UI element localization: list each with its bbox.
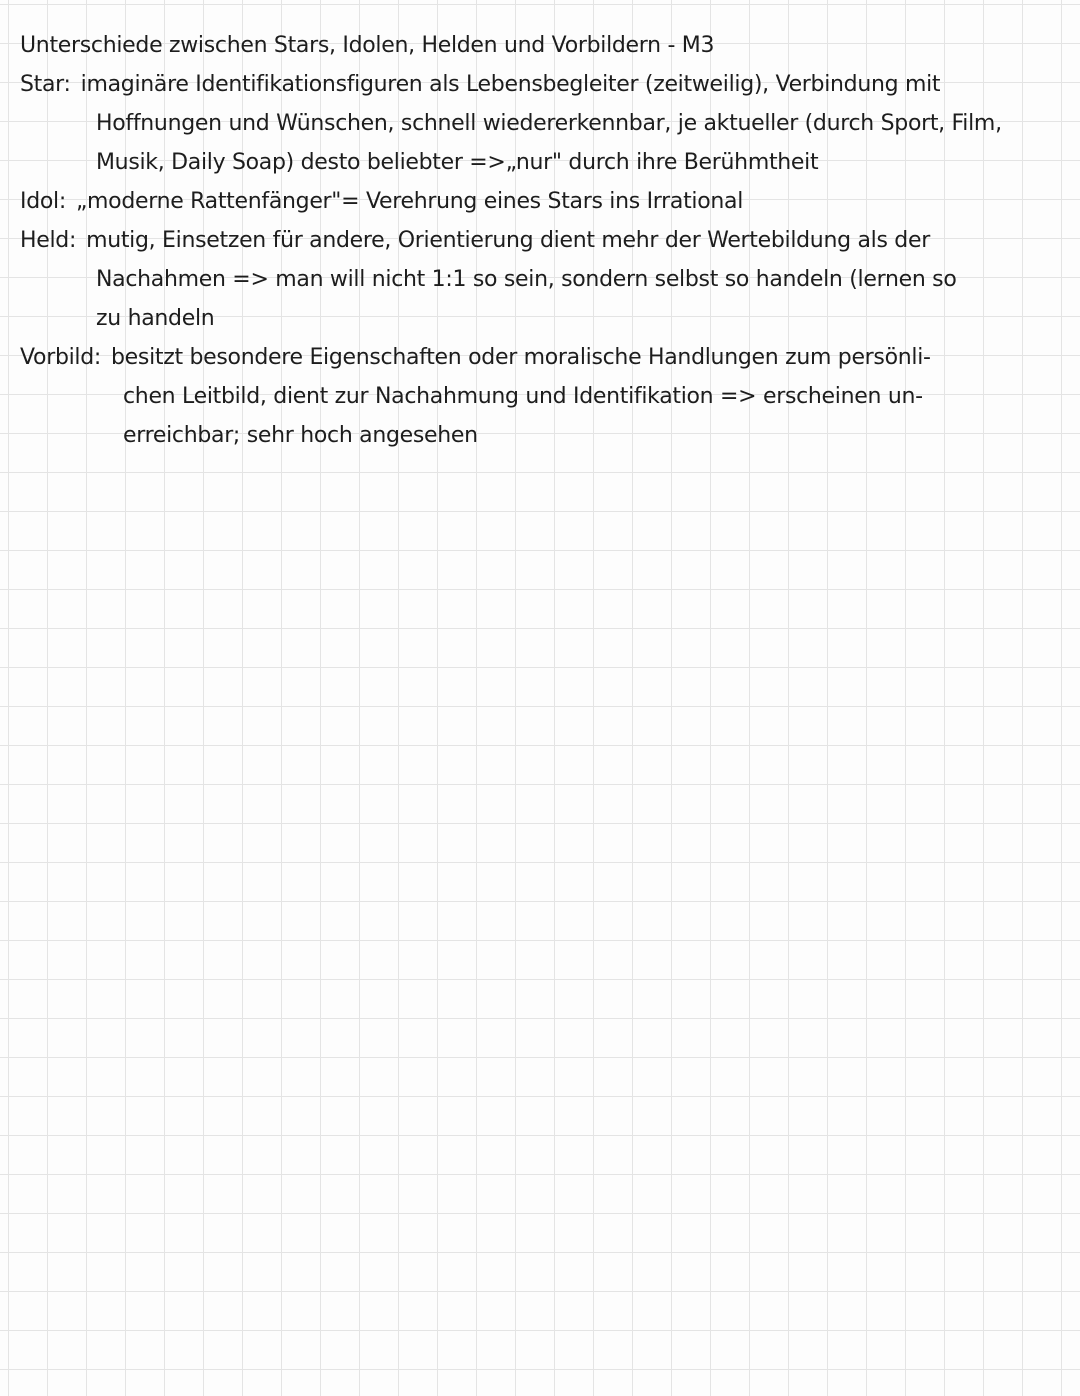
entry-vorbild-line-2: chen Leitbild, dient zur Nachahmung und Identifikation => erscheinen un- — [123, 384, 923, 409]
term-idol: Idol: — [20, 189, 66, 214]
entry-held-text-1: mutig, Einsetzen für andere, Orientierung dient mehr der Wertebildung als der — [86, 228, 930, 253]
entry-vorbild-line-1 — [20, 340, 931, 376]
entry-star-line-3: Musik, Daily Soap) desto beliebter =>„nur" durch ihre Berühmtheit — [96, 150, 819, 175]
entry-held-line-3: zu handeln — [96, 306, 215, 331]
entry-star-line-1 — [20, 67, 940, 103]
term-held: Held: — [20, 228, 77, 253]
term-star: Star: — [20, 72, 71, 97]
entry-star-line-2: Hoffnungen und Wünschen, schnell wiedererkennbar, je aktueller (durch Sport, Film, — [96, 111, 1002, 136]
entry-held-line-1 — [20, 223, 930, 259]
entry-vorbild-text-1: besitzt besondere Eigenschaften oder moralische Handlungen zum persönli- — [111, 345, 931, 370]
entry-idol-text-1: „moderne Rattenfänger"= Verehrung eines Stars ins Irrational — [75, 189, 744, 214]
notes-title: Unterschiede zwischen Stars, Idolen, Helden und Vorbildern - M3 — [20, 33, 715, 58]
entry-held-line-2: Nachahmen => man will nicht 1:1 so sein, sondern selbst so handeln (lernen so — [96, 267, 957, 292]
term-vorbild: Vorbild: — [20, 345, 102, 370]
entry-vorbild-line-3: erreichbar; sehr hoch angesehen — [123, 423, 478, 448]
entry-star-text-1: imaginäre Identifikationsfiguren als Lebensbegleiter (zeitweilig), Verbindung mit — [80, 72, 941, 97]
entry-idol-line-1 — [20, 184, 743, 220]
